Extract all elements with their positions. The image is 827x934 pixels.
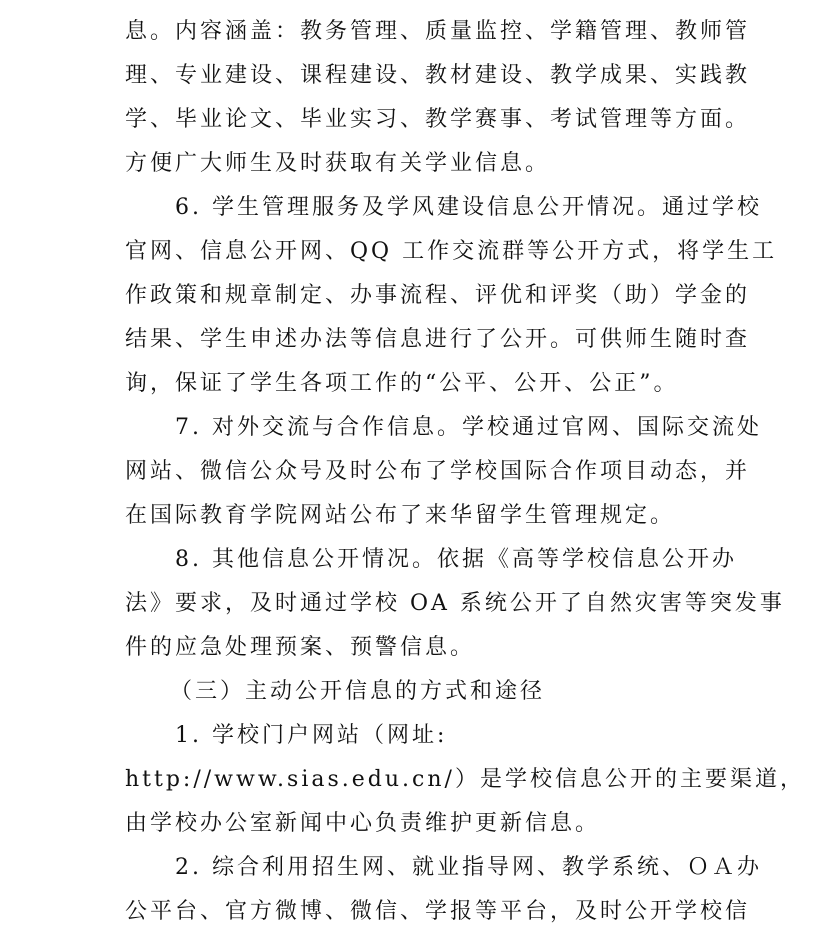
text-line: 询，保证了学生各项工作的“公平、公开、公正”。 [125, 371, 679, 396]
text-line: 官网、信息公开网、QQ 工作交流群等公开方式，将学生工 [125, 239, 778, 264]
text-line: 法》要求，及时通过学校 OA 系统公开了自然灾害等突发事 [125, 591, 785, 616]
text-line: 由学校办公室新闻中心负责维护更新信息。 [125, 811, 601, 836]
text-line: 方便广大师生及时获取有关学业信息。 [125, 151, 551, 176]
text-line: 息。内容涵盖：教务管理、质量监控、学籍管理、教师管 [125, 19, 751, 44]
text-line: 网站、微信公众号及时公布了学校国际合作项目动态，并 [125, 459, 751, 484]
section-heading: （三）主动公开信息的方式和途径 [170, 679, 546, 704]
text-line: 作政策和规章制定、办事流程、评优和评奖（助）学金的 [125, 283, 751, 308]
text-line: 结果、学生申述办法等信息进行了公开。可供师生随时查 [125, 327, 751, 352]
paragraph-start-7: 7. 对外交流与合作信息。学校通过官网、国际交流处 [175, 415, 762, 440]
text-line: 公平台、官方微博、微信、学报等平台，及时公开学校信 [125, 899, 751, 924]
paragraph-start-1: 1. 学校门户网站（网址: [175, 723, 448, 748]
url-line: http://www.sias.edu.cn/）是学校信息公开的主要渠道， [125, 767, 805, 792]
paragraph-start-2: 2. 综合利用招生网、就业指导网、教学系统、ＯＡ办 [175, 855, 762, 880]
paragraph-start-8: 8. 其他信息公开情况。依据《高等学校信息公开办 [175, 547, 737, 572]
text-line: 理、专业建设、课程建设、教材建设、教学成果、实践教 [125, 63, 751, 88]
text-line: 在国际教育学院网站公布了来华留学生管理规定。 [125, 503, 676, 528]
paragraph-start-6: 6. 学生管理服务及学风建设信息公开情况。通过学校 [175, 195, 762, 220]
text-line: 学、毕业论文、毕业实习、教学赛事、考试管理等方面。 [125, 107, 751, 132]
text-line: 件的应急处理预案、预警信息。 [125, 635, 476, 660]
